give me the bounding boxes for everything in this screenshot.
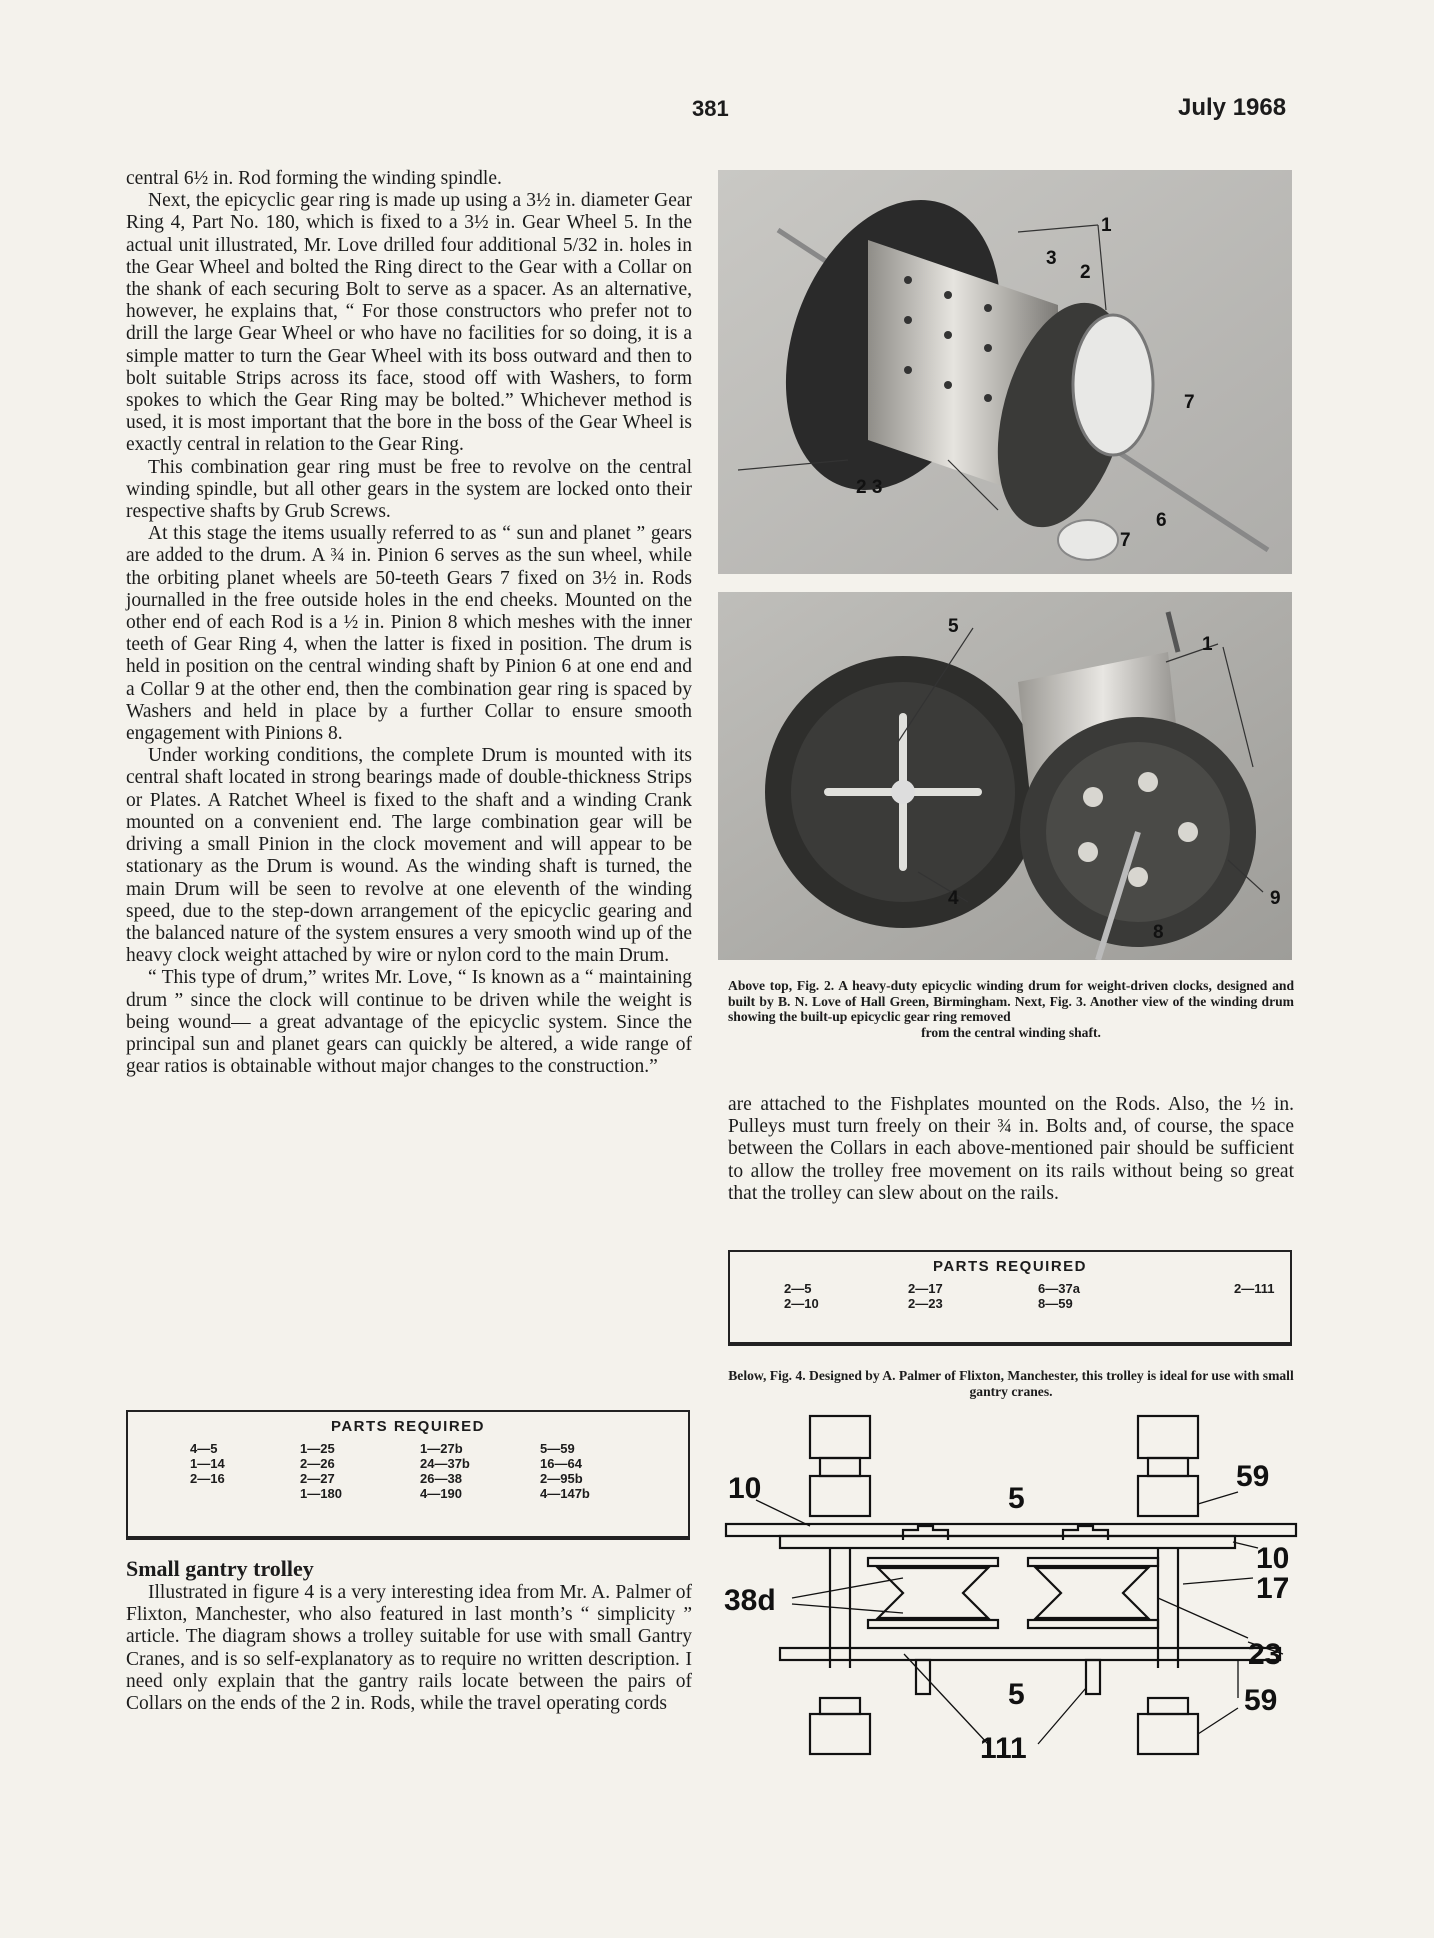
parts-required-box	[728, 1250, 1292, 1346]
parts-list	[138, 1441, 678, 1501]
photo-winding-drum-parts	[718, 592, 1292, 960]
parts-column	[190, 1441, 300, 1501]
part-entry: 24—37b	[420, 1456, 470, 1471]
bolt	[916, 1660, 930, 1694]
page-date: July 1968	[1178, 94, 1287, 121]
caption-last-line: from the central winding shaft.	[921, 1024, 1101, 1040]
part-label: 59	[1244, 1684, 1278, 1717]
part-entry: 4—5	[190, 1441, 218, 1456]
part-label: 10	[1256, 1542, 1290, 1575]
part-label: 10	[728, 1472, 762, 1505]
bolt	[1086, 1660, 1100, 1694]
pulley	[1036, 1568, 1148, 1618]
figure-caption	[728, 978, 1294, 1040]
trolley-diagram	[718, 1408, 1298, 1768]
paragraph: Illustrated in figure 4 is a very interesting idea from Mr. A. Palmer of Flixton, Manchester, who also featured in last month’s “ simplicity ” article. The diagram shows a trolley suitable for use with small Gantry Cranes, and is so self-explanatory as to require no written description. I need only explain that the gantry rails locate between the pairs of Collars on the ends of the 2 in. Rods, while the travel operating cords	[126, 1582, 692, 1715]
callout-label: 1	[1202, 634, 1213, 655]
part-entry: 2—17	[908, 1281, 943, 1296]
part-entry: 16—64	[540, 1456, 582, 1471]
collar	[1138, 1714, 1198, 1754]
part-entry: 1—27b	[420, 1441, 463, 1456]
pulley	[878, 1568, 988, 1618]
part-entry: 2—95b	[540, 1471, 583, 1486]
collar	[820, 1698, 860, 1714]
collar	[1148, 1698, 1188, 1714]
part-entry: 2—111	[1234, 1281, 1275, 1296]
part-entry: 4—147b	[540, 1486, 590, 1501]
parts-required-box	[126, 1410, 690, 1540]
part-entry: 2—27	[300, 1471, 335, 1486]
part-entry: 2—5	[784, 1281, 812, 1296]
photo-winding-drum	[718, 170, 1292, 574]
parts-list	[740, 1281, 1280, 1311]
washer	[868, 1558, 998, 1566]
parts-column	[1234, 1281, 1334, 1311]
part-entry: 2—23	[908, 1296, 943, 1311]
callout-label: 1	[1101, 215, 1112, 236]
callout-label: 3	[1046, 248, 1057, 269]
part-entry: 2—10	[784, 1296, 819, 1311]
parts-column	[908, 1281, 1038, 1311]
left-column	[126, 168, 692, 1078]
callout-label: 7	[1184, 392, 1195, 413]
paragraph: Under working conditions, the complete Drum is mounted with its central shaft located in strong bearings made of double-thickness Strips or Plates. A Ratchet Wheel is fixed to the shaft and a winding Crank mounted on a convenient end. The large combination gear will be driving a small Pinion in the clock movement and will appear to be stationary as the Drum is wound. As the winding shaft is turned, the main Drum will be seen to revolve at one eleventh of the winding speed, due to the step-down arrangement of the epicyclic gearing and the balanced nature of the system ensures a very smooth wind up of the heavy clock weight attached by wire or nylon cord to the main Drum.	[126, 745, 692, 967]
gantry-text	[126, 1582, 692, 1715]
paragraph: Next, the epicyclic gear ring is made up using a 3½ in. diameter Gear Ring 4, Part No. 180, which is fixed to a 3½ in. Gear Wheel 5. In the actual unit illustrated, Mr. Love drilled four additional 5/32 in. holes in the Gear Wheel and bolted the Ring direct to the Gear with a Collar on the shank of each securing Bolt to serve as a spacer. As an alternative, however, he explains that, “ For those constructors who prefer not to drill the large Gear Wheel or who have no facilities for so doing, it is a simple matter to turn the Gear Wheel with its boss outward and then to bolt suitable Strips across its face, stood off with Washers, to form spokes to which the Gear Ring may be bolted.” Whichever method is used, it is most important that the bore in the boss of the Gear Wheel is exactly central in relation to the Gear Ring.	[126, 190, 692, 456]
paragraph: “ This type of drum,” writes Mr. Love, “ Is known as a “ maintaining drum ” since the clock will continue to be driven while the weight is being wound— a great advantage of the epicyclic system. Since the principal sun and planet gears can quickly be altered, a wide range of gear ratios is obtainable without major changes to the construction.”	[126, 967, 692, 1078]
collar	[810, 1416, 870, 1458]
collar	[810, 1476, 870, 1516]
right-column-text: are attached to the Fishplates mounted on the Rods. Also, the ½ in. Pulleys must turn freely on their ¾ in. Bolts and, of course, the space between the Collars in each above-mentioned pair should be sufficient to allow the trolley free movement on its rails without being so great that the trolley can slew about on the rails.	[728, 1094, 1294, 1204]
parts-column	[300, 1441, 420, 1501]
part-entry: 2—26	[300, 1456, 335, 1471]
parts-column	[420, 1441, 540, 1501]
callout-label: 7	[1120, 530, 1131, 551]
collar	[810, 1714, 870, 1754]
callout-label: 2	[1080, 262, 1091, 283]
part-entry: 1—14	[190, 1456, 225, 1471]
page-number: 381	[692, 96, 729, 121]
part-label: 59	[1236, 1460, 1270, 1493]
washer	[1028, 1620, 1158, 1628]
callout-label: 9	[1270, 888, 1281, 909]
part-label: 5	[1008, 1678, 1025, 1711]
part-entry: 6—37a	[1038, 1281, 1080, 1296]
part-entry: 8—59	[1038, 1296, 1073, 1311]
part-entry: 26—38	[420, 1471, 462, 1486]
callout-label: 2 3	[856, 477, 883, 498]
part-entry: 4—190	[420, 1486, 462, 1501]
part-entry: 1—180	[300, 1486, 342, 1501]
figure-caption: Below, Fig. 4. Designed by A. Palmer of Flixton, Manchester, this trolley is ideal for use with small gantry cranes.	[728, 1368, 1294, 1399]
rail	[726, 1524, 1296, 1536]
caption-body: Above top, Fig. 2. A heavy-duty epicyclic winding drum for weight-driven clocks, designed and built by B. N. Love of Hall Green, Birmingham. Next, Fig. 3. Another view of the winding drum showing the built-up epicyclic gear ring removed	[728, 978, 1294, 1024]
drum-illustration	[718, 170, 1292, 574]
parts-required-title: PARTS REQUIRED	[932, 1258, 1088, 1275]
collar	[820, 1458, 860, 1476]
part-label: 23	[1248, 1638, 1282, 1671]
washer	[868, 1620, 998, 1628]
collar	[1138, 1416, 1198, 1458]
callout-label: 5	[948, 616, 959, 637]
part-label: 17	[1256, 1572, 1290, 1605]
callout-label: 4	[948, 888, 959, 909]
paragraph: central 6½ in. Rod forming the winding spindle.	[126, 168, 502, 189]
part-entry: 2—16	[190, 1471, 225, 1486]
paragraph: At this stage the items usually referred to as “ sun and planet ” gears are added to the drum. A ¾ in. Pinion 6 serves as the sun wheel, while the orbiting planet wheels are 50-teeth Gears 7 fixed on 3½ in. Rods journalled in the free outside holes in the end cheeks. Mounted on the other end of each Rod is a ½ in. Pinion 8 which meshes with the inner teeth of Gear Ring 4, when the latter is fixed in position. The drum is held in position on the central winding shaft by Pinion 6 at one end and a Collar 9 at the other end, then the combination gear ring is spaced by Washers and held in place by a further Collar to ensure smooth engagement with Pinions 8.	[126, 523, 692, 745]
part-label: 38d	[724, 1584, 776, 1617]
callout-label: 6	[1156, 510, 1167, 531]
callout-label: 8	[1153, 922, 1164, 943]
part-label: 111	[980, 1732, 1027, 1765]
collar	[1138, 1476, 1198, 1516]
parts-column	[540, 1441, 650, 1501]
parts-column	[1038, 1281, 1234, 1311]
washer	[1028, 1558, 1158, 1566]
parts-required-title: PARTS REQUIRED	[330, 1418, 486, 1435]
parts-column	[784, 1281, 908, 1311]
fishplate	[780, 1648, 1280, 1660]
paragraph: This combination gear ring must be free to revolve on the central winding spindle, but all other gears in the system are locked onto their respective shafts by Grub Screws.	[126, 456, 692, 523]
section-heading: Small gantry trolley	[126, 1556, 314, 1581]
part-label: 5	[1008, 1482, 1025, 1515]
fishplate	[780, 1536, 1235, 1548]
collar	[1148, 1458, 1188, 1476]
part-entry: 5—59	[540, 1441, 575, 1456]
part-entry: 1—25	[300, 1441, 335, 1456]
